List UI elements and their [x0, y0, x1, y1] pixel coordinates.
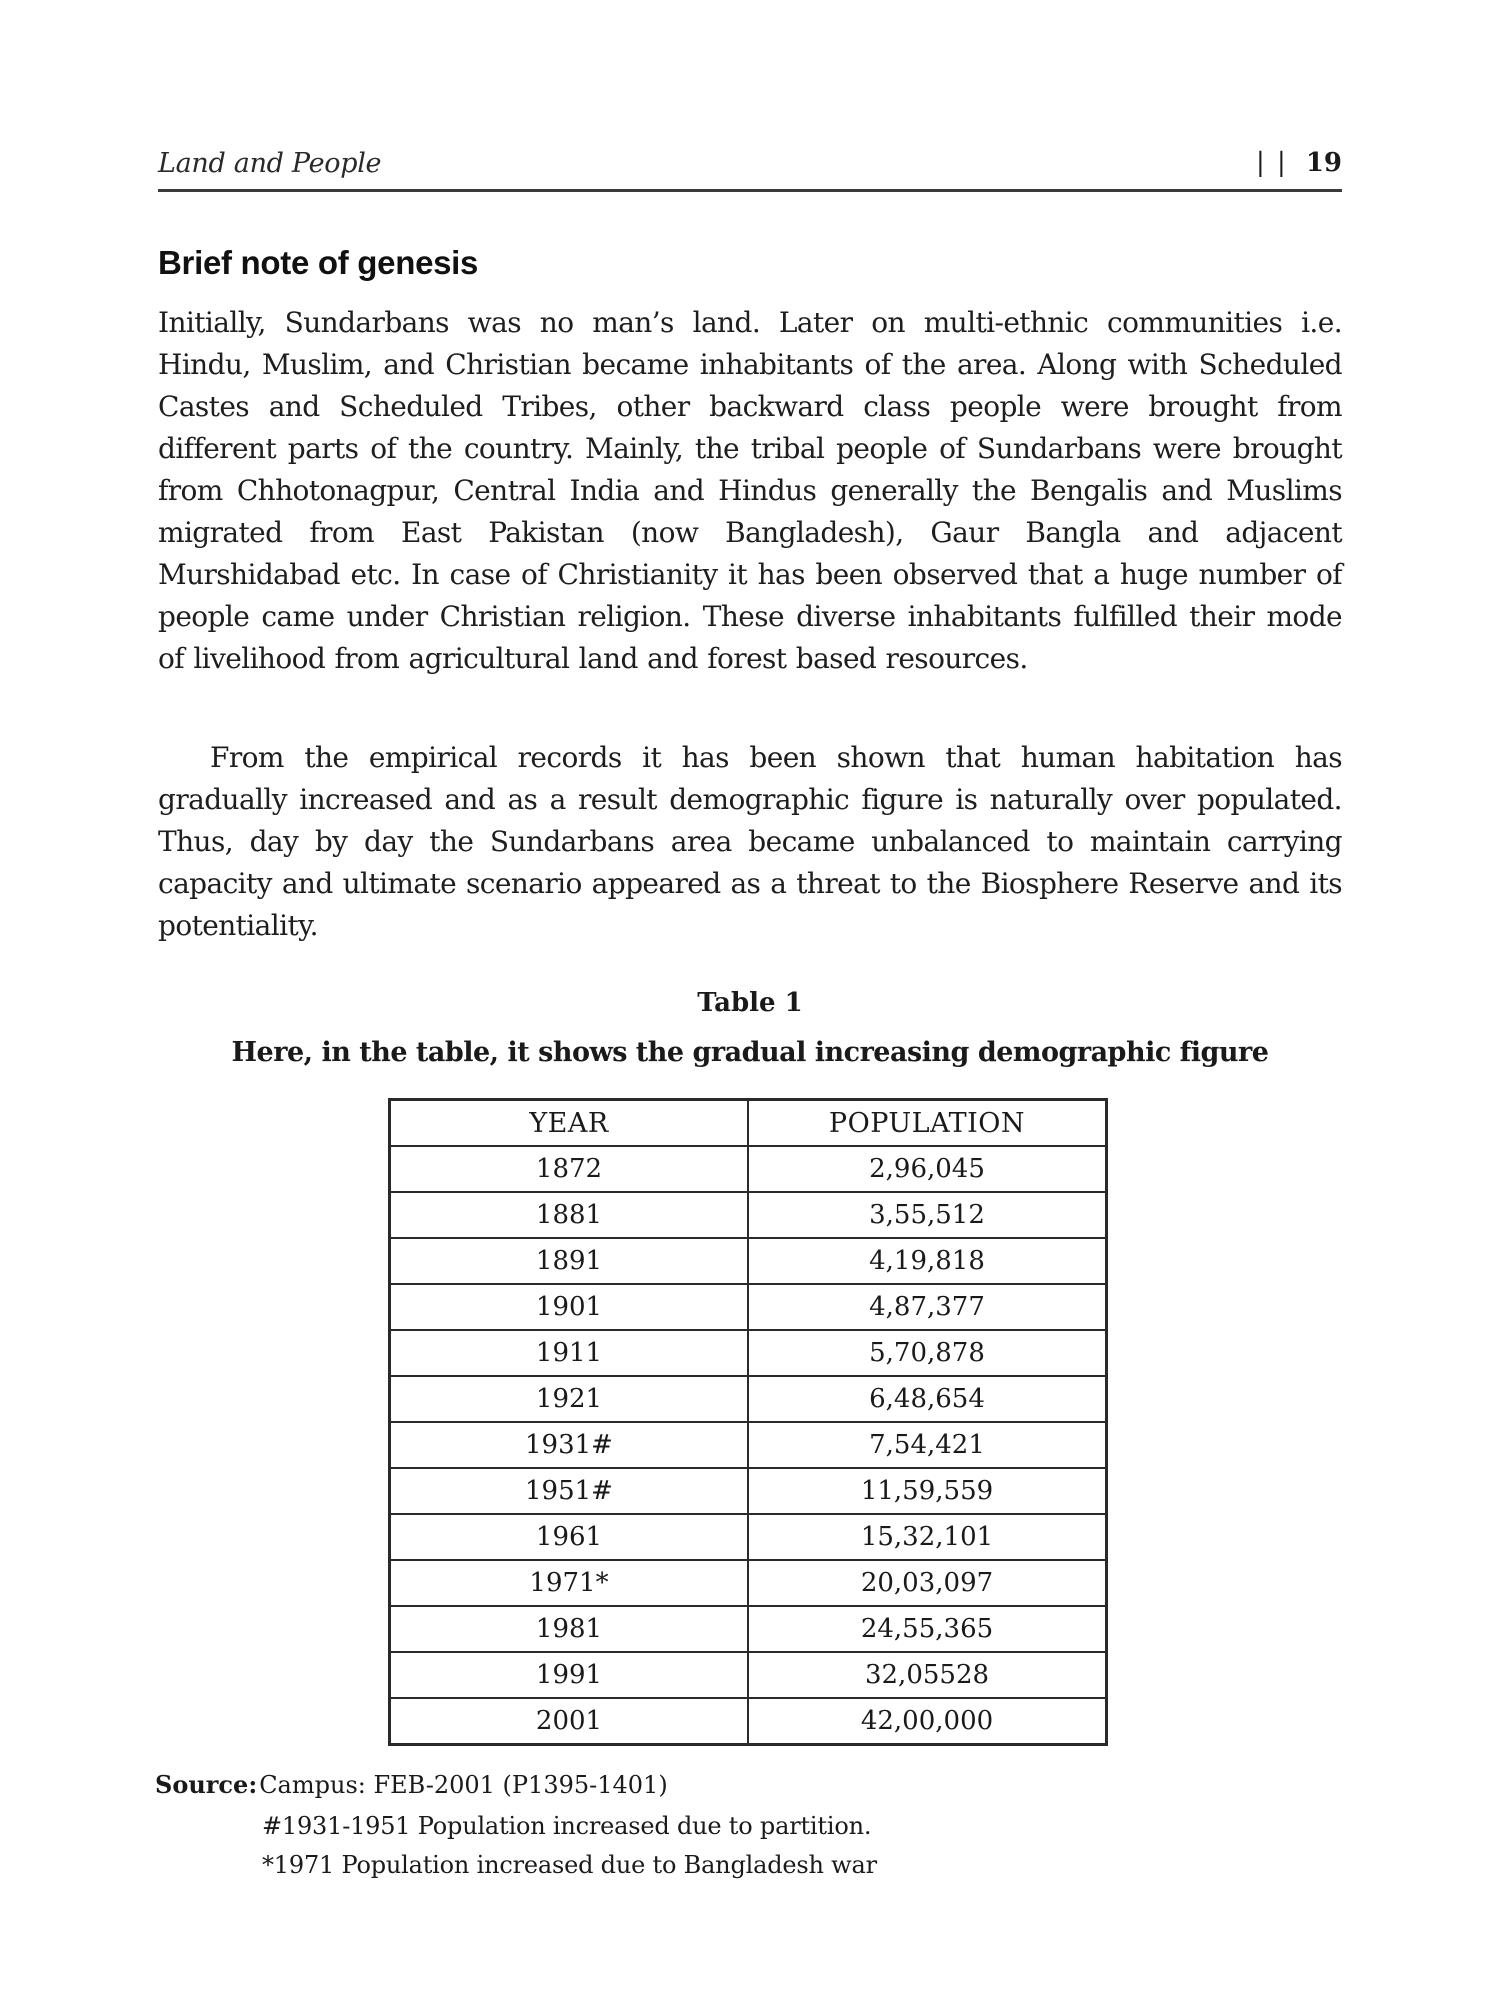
population-cell: 20,03,097 [748, 1560, 1107, 1606]
population-cell: 24,55,365 [748, 1606, 1107, 1652]
population-cell: 6,48,654 [748, 1376, 1107, 1422]
population-table [388, 1098, 1108, 1746]
year-cell: 1991 [390, 1652, 749, 1698]
column-header-population: POPULATION [748, 1100, 1107, 1147]
table-row [390, 1192, 1107, 1238]
paragraph-empirical-records: From the empirical records it has been shown that human habitation has gradually increased and as a result demographic figure is naturally over populated. Thus, day by day the Sundarbans area became unbalanced to maintain carrying capacity and ultimate scenario appeared as a threat to the Biosphere Reserve and its potentiality. [158, 741, 1342, 942]
table-row [390, 1146, 1107, 1192]
table-row [390, 1468, 1107, 1514]
footnote-bangladesh-war: *1971 Population increased due to Bangladesh war [262, 1851, 877, 1879]
source-text: Campus: FEB-2001 (P1395-1401) [259, 1771, 668, 1799]
year-cell: 1981 [390, 1606, 749, 1652]
year-cell: 1901 [390, 1284, 749, 1330]
table-source [155, 1770, 668, 1799]
year-cell: 1961 [390, 1514, 749, 1560]
year-cell: 2001 [390, 1698, 749, 1745]
population-cell: 32,05528 [748, 1652, 1107, 1698]
footnote-partition: #1931-1951 Population increased due to partition. [262, 1812, 872, 1840]
population-cell: 11,59,559 [748, 1468, 1107, 1514]
population-cell: 42,00,000 [748, 1698, 1107, 1745]
population-cell: 3,55,512 [748, 1192, 1107, 1238]
table-row [390, 1238, 1107, 1284]
year-cell: 1971* [390, 1560, 749, 1606]
table-header-row [390, 1100, 1107, 1147]
running-head: Land and People [158, 148, 382, 179]
table-row [390, 1514, 1107, 1560]
population-cell: 2,96,045 [748, 1146, 1107, 1192]
page-header [158, 144, 1342, 192]
column-header-year: YEAR [390, 1100, 749, 1147]
table-caption: Here, in the table, it shows the gradual increasing demographic figure [231, 1037, 1269, 1068]
table-title: Table 1 [697, 988, 803, 1018]
table-row [390, 1422, 1107, 1468]
table-row [390, 1652, 1107, 1698]
year-cell: 1951# [390, 1468, 749, 1514]
page-number: 19 [1305, 148, 1342, 178]
year-cell: 1921 [390, 1376, 749, 1422]
table-row [390, 1698, 1107, 1745]
source-label: Source: [155, 1770, 258, 1799]
year-cell: 1872 [390, 1146, 749, 1192]
population-cell: 7,54,421 [748, 1422, 1107, 1468]
year-cell: 1891 [390, 1238, 749, 1284]
table-row [390, 1284, 1107, 1330]
table-row [390, 1330, 1107, 1376]
year-cell: 1911 [390, 1330, 749, 1376]
population-cell: 4,87,377 [748, 1284, 1107, 1330]
year-cell: 1881 [390, 1192, 749, 1238]
section-heading: Brief note of genesis [158, 244, 479, 281]
table-row [390, 1560, 1107, 1606]
population-cell: 4,19,818 [748, 1238, 1107, 1284]
population-cell: 15,32,101 [748, 1514, 1107, 1560]
population-cell: 5,70,878 [748, 1330, 1107, 1376]
year-cell: 1931# [390, 1422, 749, 1468]
table-row [390, 1606, 1107, 1652]
page-number-separator: | | [1256, 148, 1288, 178]
page-number-block [1256, 148, 1342, 178]
paragraph-genesis: Initially, Sundarbans was no man’s land. Later on multi-ethnic communities i.e. Hindu, Muslim, and Christian became inhabitants of the area. Along with Scheduled Castes and Scheduled Tribes, other backward class people were brought from different parts of the country. Mainly, the tribal people of Sundarbans were brought from Chhotonagpur, Central India and Hindus generally the Bengalis and Muslims migrated from East Pakistan (now Bangladesh), Gaur Bangla and adjacent Murshidabad etc. In case of Christianity it has been observed that a huge number of people came under Christian religion. These diverse inhabitants fulfilled their mode of livelihood from agricultural land and forest based resources. [158, 306, 1342, 675]
table-row [390, 1376, 1107, 1422]
